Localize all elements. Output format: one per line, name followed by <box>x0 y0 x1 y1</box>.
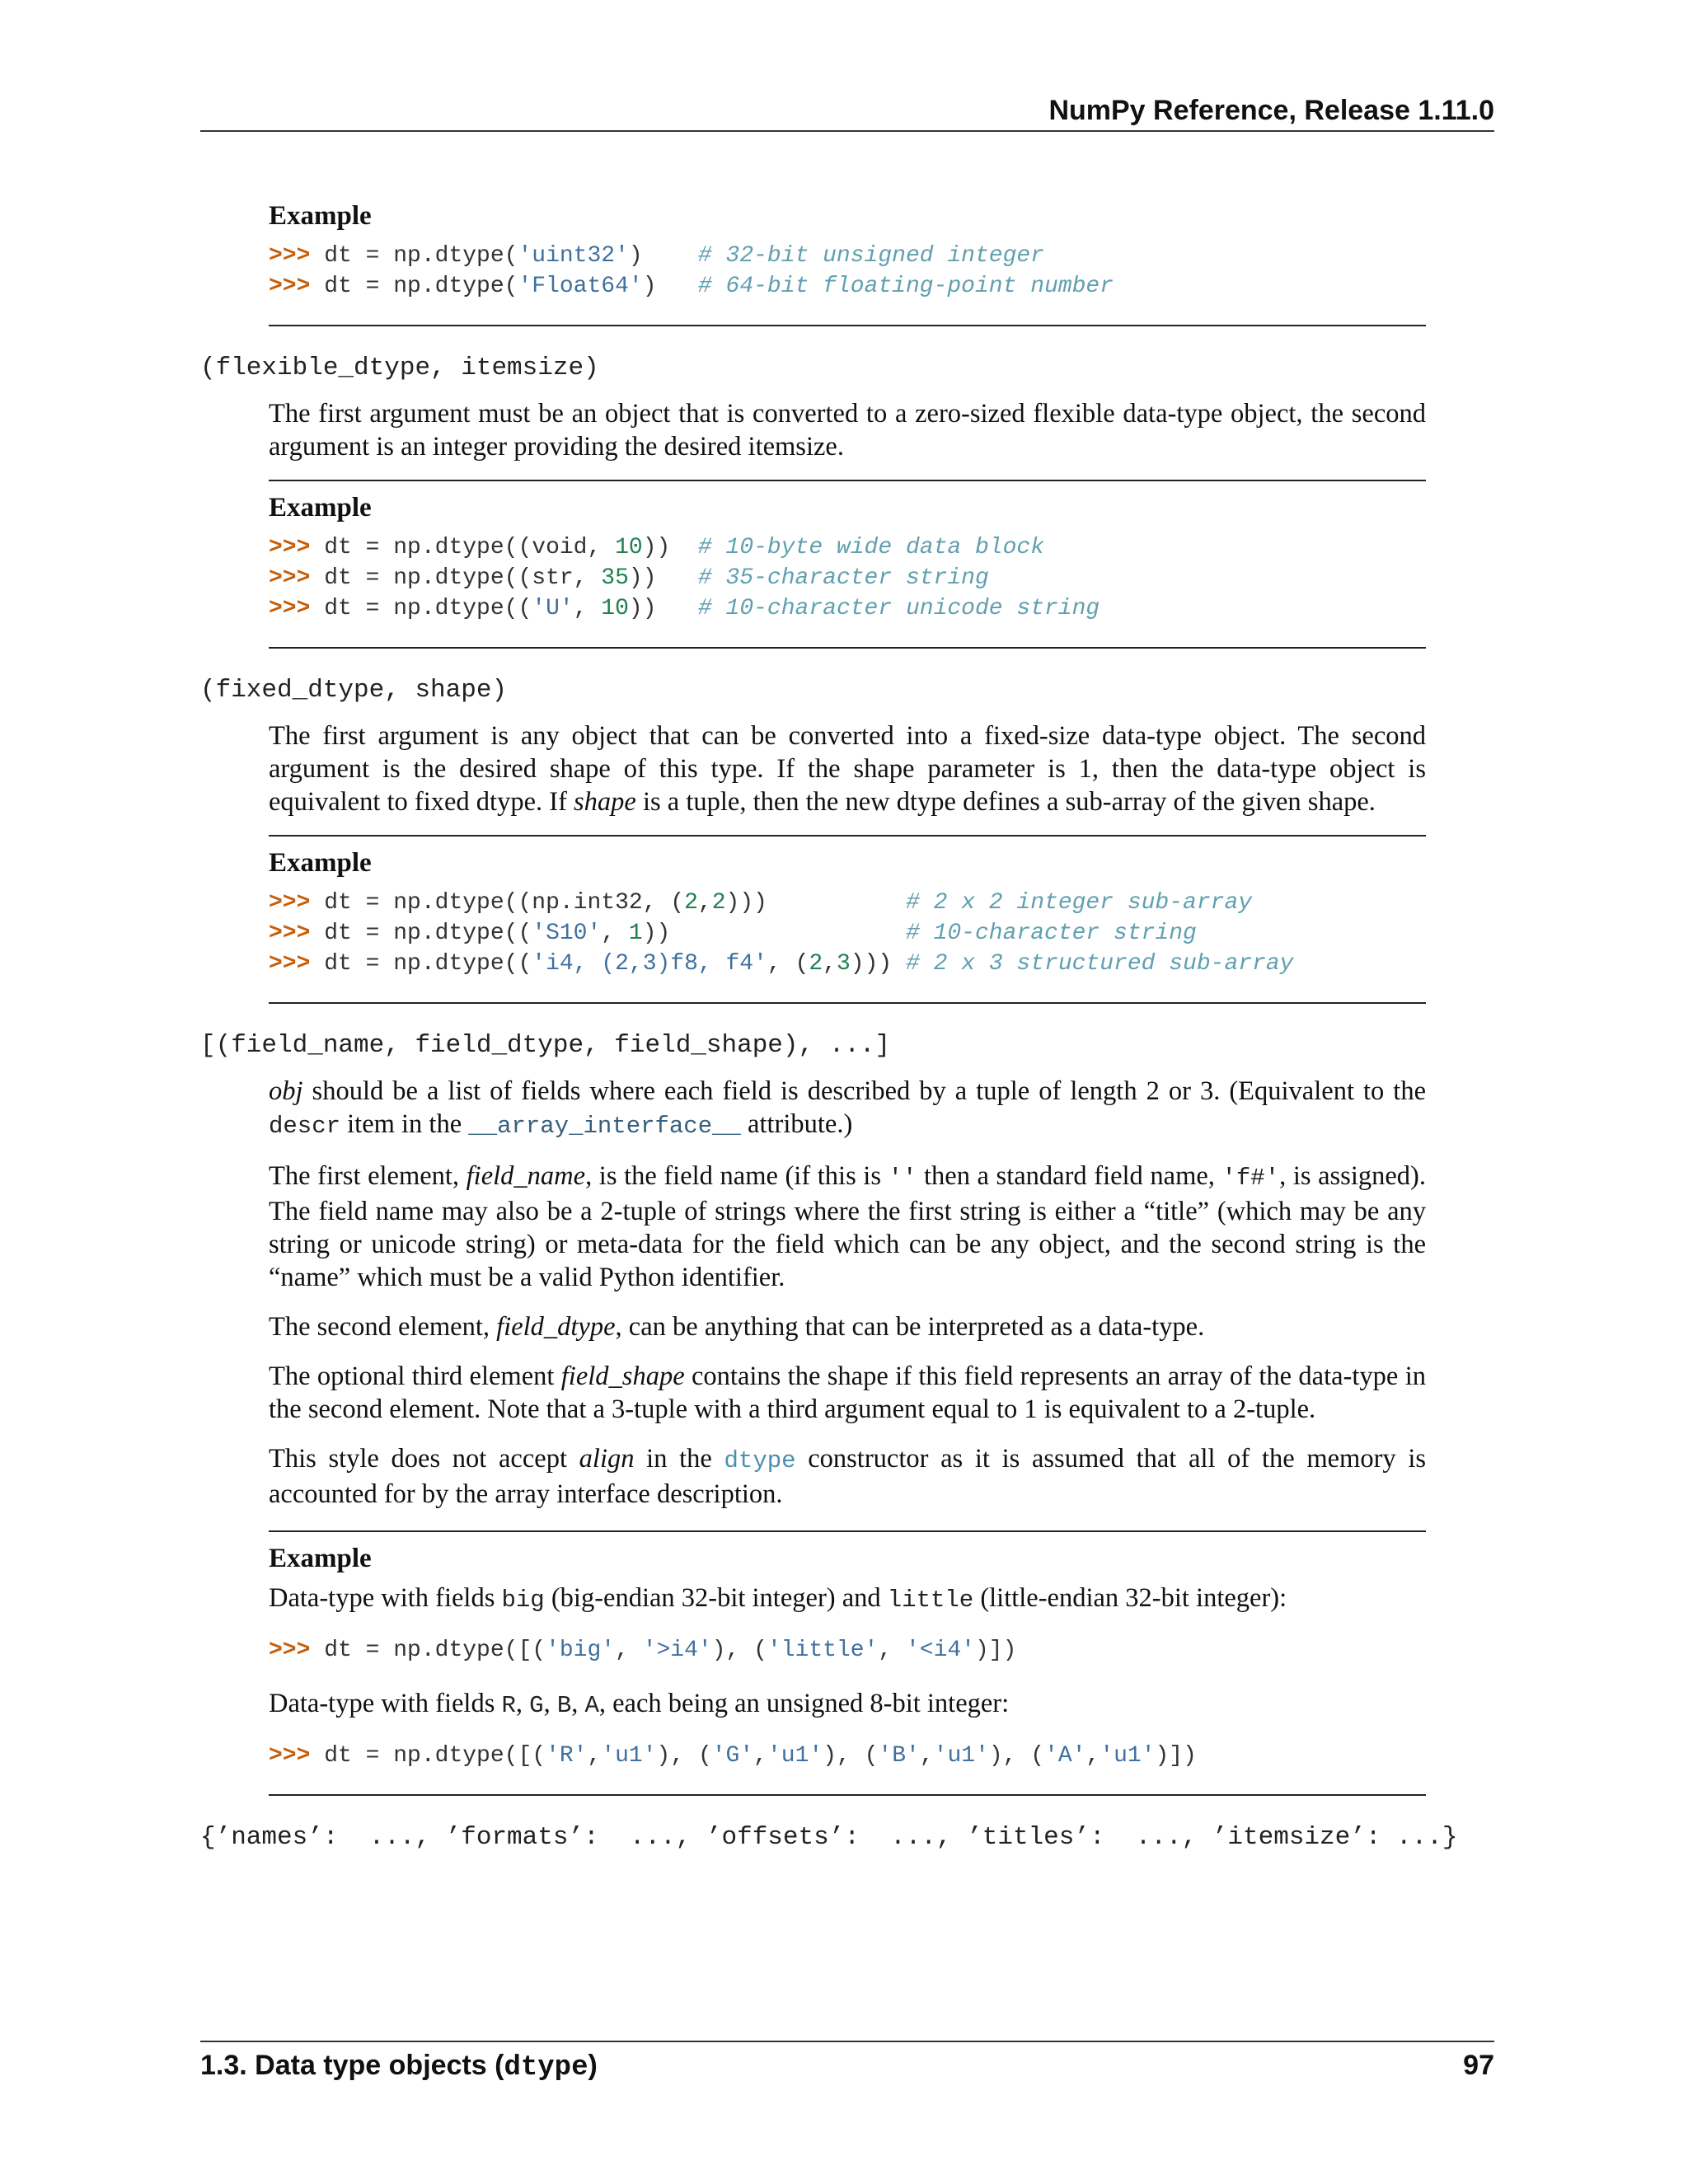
inline-code: 'f#' <box>1221 1165 1280 1192</box>
code-comment: # 2 x 2 integer sub-array <box>905 890 1253 916</box>
code-line[interactable] <box>269 563 1426 593</box>
inline-code: big <box>501 1586 545 1614</box>
text-run: , is the field name (if this is <box>585 1161 889 1191</box>
running-header: NumPy Reference, Release 1.11.0 <box>1048 95 1494 126</box>
code-text: ), ( <box>711 1638 767 1663</box>
code-text: , <box>823 951 837 977</box>
code-string: 'u1' <box>933 1743 989 1769</box>
prompt-symbol: >>> <box>269 274 311 299</box>
code-comment: # 10-byte wide data block <box>697 535 1044 560</box>
inline-code: B <box>556 1692 572 1719</box>
text-run: , <box>515 1689 530 1718</box>
code-text: ))) <box>725 890 906 916</box>
paragraph <box>269 1075 1426 1143</box>
code-line[interactable] <box>269 949 1426 979</box>
prompt-symbol: >>> <box>269 596 311 621</box>
example-heading: Example <box>269 493 372 523</box>
text-run: (big-endian 32-bit integer) and <box>544 1583 888 1613</box>
code-text: , <box>919 1743 934 1769</box>
code-text: , <box>1085 1743 1100 1769</box>
text-run: item in the <box>340 1109 469 1139</box>
text-run: is a tuple, then the new dtype defines a sub-array of the given shape. <box>635 787 1376 817</box>
code-text: )) <box>642 535 698 560</box>
text-run: in the <box>634 1444 724 1474</box>
paragraph <box>269 719 1426 818</box>
dtype-link[interactable]: dtype <box>724 1447 796 1474</box>
code-string: '>i4' <box>642 1638 712 1663</box>
code-number: 1 <box>628 921 643 946</box>
signature-fixed-dtype: (fixed_dtype, shape) <box>200 676 508 705</box>
code-line[interactable] <box>269 593 1426 624</box>
section-fields-body <box>269 1075 1426 1796</box>
code-text: , <box>601 921 629 946</box>
emphasis: shape <box>574 787 636 817</box>
emphasis: field_name <box>466 1161 586 1191</box>
text-run: , <box>571 1689 585 1718</box>
inline-code: little <box>887 1586 974 1614</box>
code-string: 'R' <box>546 1743 588 1769</box>
text-run: Data-type with fields <box>269 1583 502 1613</box>
code-string: 'A' <box>1044 1743 1086 1769</box>
code-line[interactable] <box>269 241 1426 271</box>
inline-code: A <box>584 1692 599 1719</box>
text-run: constructor as it is assumed that all of the memory is accounted for by the array interface description. <box>269 1444 1426 1509</box>
code-string: '<i4' <box>905 1638 975 1663</box>
paragraph <box>269 1160 1426 1294</box>
code-number: 2 <box>809 951 823 977</box>
example-heading: Example <box>269 848 372 878</box>
array-interface-link[interactable]: __array_interface__ <box>468 1113 741 1140</box>
code-string: 'B' <box>878 1743 920 1769</box>
code-text: dt = np.dtype((void, <box>310 535 616 560</box>
paragraph <box>269 1442 1426 1511</box>
inline-code: '' <box>888 1165 917 1192</box>
page-content <box>200 198 1494 1855</box>
text-run: (little-endian 32-bit integer): <box>973 1583 1287 1613</box>
code-text: dt = np.dtype([( <box>310 1743 546 1769</box>
code-line[interactable] <box>269 888 1426 918</box>
code-text: dt = np.dtype((str, <box>310 565 602 591</box>
prompt-symbol: >>> <box>269 1743 311 1769</box>
code-string: 'uint32' <box>518 243 629 269</box>
emphasis: field_shape <box>560 1361 685 1391</box>
code-text: dt = np.dtype([( <box>310 1638 546 1663</box>
code-text: , ( <box>767 951 809 977</box>
paragraph <box>269 1310 1426 1343</box>
paragraph: The first argument must be an object that is converted to a zero-sized flexible data-type object, the second argument is an integer providing the desired itemsize. <box>269 399 1426 462</box>
code-line[interactable] <box>269 271 1426 302</box>
code-text: )]) <box>1155 1743 1197 1769</box>
footer-text: ) <box>588 2050 598 2081</box>
paragraph <box>269 1360 1426 1426</box>
emphasis: obj <box>269 1076 303 1106</box>
signature-field-list: [(field_name, field_dtype, field_shape), ...] <box>200 1031 891 1060</box>
example-heading: Example <box>269 201 372 231</box>
code-string: 'U' <box>532 596 574 621</box>
inline-code: R <box>501 1692 516 1719</box>
code-comment: # 32-bit unsigned integer <box>697 243 1044 269</box>
code-string: 'G' <box>711 1743 754 1769</box>
text-run: , can be anything that can be interpreted as a data-type. <box>615 1312 1205 1342</box>
paragraph <box>269 1582 1426 1617</box>
code-line[interactable] <box>269 532 1426 563</box>
code-text: ) <box>642 274 698 299</box>
footer-rule <box>200 2041 1494 2042</box>
footer-section-title <box>200 2047 598 2086</box>
code-text: , <box>615 1638 643 1663</box>
running-footer <box>200 2047 1494 2086</box>
code-text: , <box>753 1743 767 1769</box>
header-rule <box>200 130 1494 132</box>
text-run: then a standard field name, <box>917 1161 1222 1191</box>
code-string: 'Float64' <box>518 274 643 299</box>
prompt-symbol: >>> <box>269 921 311 946</box>
prompt-symbol: >>> <box>269 951 311 977</box>
text-run: should be a list of fields where each field is described by a tuple of length 2 or 3. (Equivalent to the <box>302 1076 1426 1106</box>
prompt-symbol: >>> <box>269 890 311 916</box>
page-number: 97 <box>1463 2050 1494 2081</box>
signature-dict-form: {’names’: ..., ’formats’: ..., ’offsets’: ..., ’titles’: ..., ’itemsize’: ...} <box>200 1823 1458 1852</box>
code-string: 'little' <box>767 1638 879 1663</box>
section-flexible-body <box>269 397 1426 649</box>
code-text: )]) <box>974 1638 1017 1663</box>
code-comment: # 10-character unicode string <box>697 596 1100 621</box>
code-text: ) <box>628 243 698 269</box>
footer-code: dtype <box>504 2052 588 2083</box>
prompt-symbol: >>> <box>269 535 311 560</box>
code-text: , <box>697 890 712 916</box>
text-run: The first element, <box>269 1161 467 1191</box>
prompt-symbol: >>> <box>269 243 311 269</box>
section-fixed-body <box>269 719 1426 1004</box>
code-string: 'u1' <box>601 1743 657 1769</box>
code-text: , <box>587 1743 602 1769</box>
text-run: , <box>543 1689 557 1718</box>
emphasis: field_dtype <box>496 1312 616 1342</box>
code-number: 2 <box>684 890 698 916</box>
code-text: ), ( <box>988 1743 1045 1769</box>
text-run: , each being an unsigned 8-bit integer: <box>598 1689 1010 1718</box>
code-number: 10 <box>615 535 643 560</box>
code-text: ), ( <box>656 1743 712 1769</box>
code-text: )) <box>628 596 698 621</box>
code-text: dt = np.dtype( <box>310 243 518 269</box>
prompt-symbol: >>> <box>269 565 311 591</box>
code-string: 'big' <box>546 1638 616 1663</box>
code-number: 35 <box>601 565 629 591</box>
text-run: The first argument is any object that can be converted into a fixed-size data-type object. The second argument is the desired shape of this type. If the shape parameter is 1, then the data-type object is equivalent to fixed dtype. If <box>269 721 1426 817</box>
code-text: dt = np.dtype( <box>310 274 518 299</box>
code-comment: # 2 x 3 structured sub-array <box>906 951 1294 977</box>
code-text: dt = np.dtype(( <box>310 921 532 946</box>
paragraph <box>269 1687 1426 1722</box>
code-number: 3 <box>836 951 851 977</box>
text-run: attribute.) <box>740 1109 853 1139</box>
text-run: Data-type with fields <box>269 1689 502 1718</box>
code-comment: # 35-character string <box>697 565 989 591</box>
code-number: 10 <box>601 596 629 621</box>
code-line[interactable] <box>269 918 1426 949</box>
text-run: , is assigned). The field name may also be a 2-tuple of strings where the first string is either a “title” (which may be any string or unicode string) or meta-data for the field which can be any object, and the second string is the “name” which must be a valid Python identifier. <box>269 1161 1426 1292</box>
text-run: contains the shape if this field represents an array of the data-type in the second element. Note that a 3-tuple with a third argument equal to 1 is equivalent to a 2-tuple. <box>269 1361 1426 1424</box>
example-heading: Example <box>269 1544 372 1573</box>
footer-text: 1.3. Data type objects ( <box>200 2050 504 2081</box>
signature-flexible-dtype: (flexible_dtype, itemsize) <box>200 354 599 382</box>
inline-code: G <box>529 1692 544 1719</box>
prompt-symbol: >>> <box>269 1638 311 1663</box>
code-text: ), ( <box>823 1743 879 1769</box>
code-text: ))) <box>850 951 906 977</box>
code-text: dt = np.dtype(( <box>310 596 532 621</box>
code-line[interactable] <box>269 1741 1426 1771</box>
code-text: )) <box>628 565 698 591</box>
code-string: 'u1' <box>1100 1743 1156 1769</box>
text-run: This style does not accept <box>269 1444 579 1474</box>
code-text: )) <box>642 921 906 946</box>
emphasis: align <box>579 1444 635 1474</box>
inline-code: descr <box>269 1113 341 1140</box>
code-line[interactable] <box>269 1635 1426 1666</box>
text-run: The second element, <box>269 1312 497 1342</box>
code-string: 'u1' <box>767 1743 823 1769</box>
code-text: dt = np.dtype((np.int32, ( <box>310 890 685 916</box>
code-text: dt = np.dtype(( <box>310 951 532 977</box>
code-text: , <box>573 596 602 621</box>
code-string: 'S10' <box>532 921 602 946</box>
code-comment: # 10-character string <box>905 921 1197 946</box>
example-block-dtype-strings <box>269 198 1426 326</box>
code-comment: # 64-bit floating-point number <box>697 274 1114 299</box>
text-run: The optional third element <box>269 1361 561 1391</box>
code-number: 2 <box>711 890 726 916</box>
code-string: 'i4, (2,3)f8, f4' <box>532 951 767 977</box>
code-text: , <box>878 1638 906 1663</box>
